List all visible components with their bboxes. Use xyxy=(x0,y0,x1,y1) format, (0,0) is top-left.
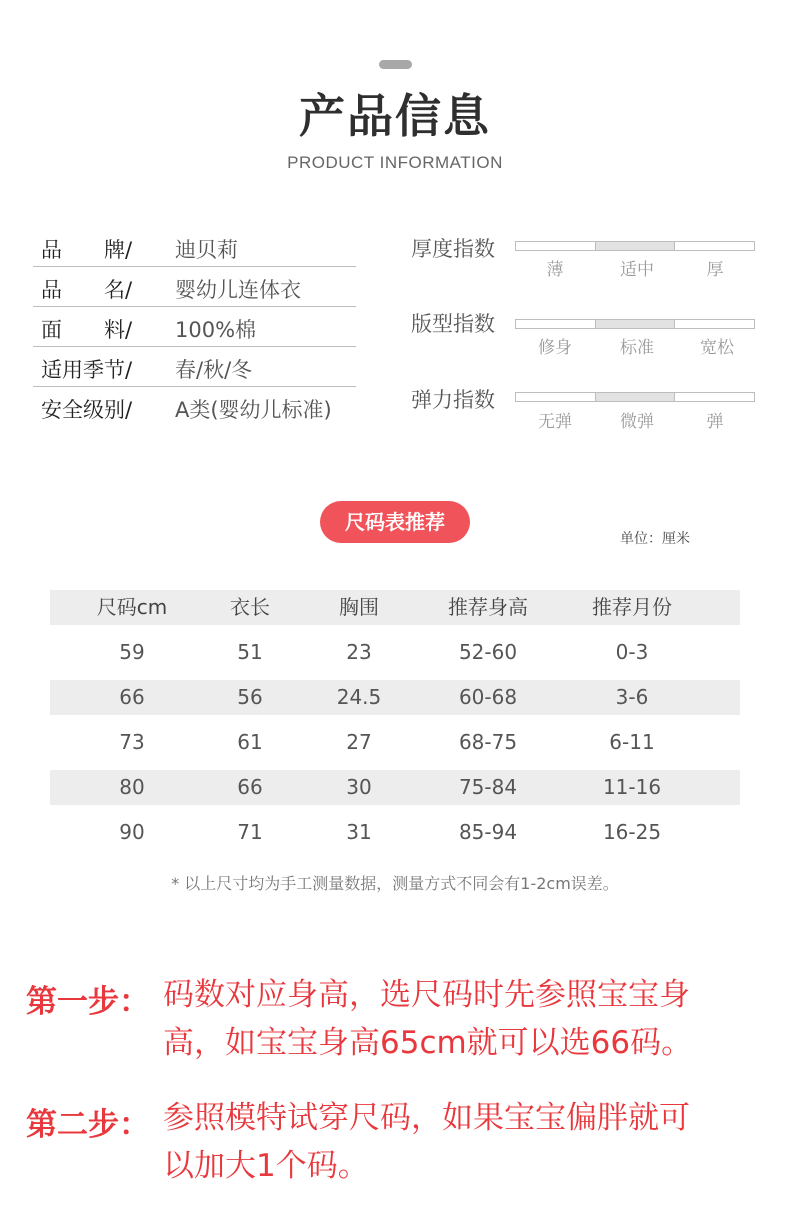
table-cell: 0-3 xyxy=(615,640,649,664)
index-tick: 无弹 xyxy=(538,412,572,432)
table-cell: 61 xyxy=(237,730,263,754)
index-tick: 厚 xyxy=(706,260,724,280)
table-cell: 59 xyxy=(119,640,145,664)
step-two-line-2: 以加大1个码。 xyxy=(163,1148,369,1184)
table-row xyxy=(50,815,740,850)
info-value: 春/秋/冬 xyxy=(175,358,253,382)
table-row xyxy=(50,680,740,715)
index-segment xyxy=(516,393,596,401)
table-cell: 23 xyxy=(346,640,372,664)
table-row xyxy=(50,635,740,670)
table-cell: 80 xyxy=(119,775,145,799)
size-chart-title: 尺码表推荐 xyxy=(320,501,470,543)
step-one-line-1: 码数对应身高，选尺码时先参照宝宝身 xyxy=(163,977,690,1013)
info-key: 品 名/ xyxy=(41,278,133,302)
info-value: 迪贝莉 xyxy=(175,238,238,262)
index-segment-selected xyxy=(596,242,676,250)
index-tick: 微弹 xyxy=(620,412,654,432)
fit-index-bar xyxy=(515,319,755,329)
step-one-label: 第一步： xyxy=(26,984,150,1020)
column-header: 尺码cm xyxy=(96,595,168,619)
table-cell: 27 xyxy=(346,730,372,754)
size-table xyxy=(50,590,740,860)
step-one-line-2: 高，如宝宝身高65cm就可以选66码。 xyxy=(163,1025,693,1061)
table-cell: 24.5 xyxy=(336,685,382,709)
info-value: 婴幼儿连体衣 xyxy=(175,278,301,302)
table-row xyxy=(50,725,740,760)
index-segment xyxy=(675,393,754,401)
index-segment xyxy=(516,242,596,250)
thickness-index-bar xyxy=(515,241,755,251)
index-tick: 弹 xyxy=(706,412,724,432)
table-cell: 90 xyxy=(119,820,145,844)
table-cell: 66 xyxy=(237,775,263,799)
info-key: 适用季节/ xyxy=(41,358,133,382)
table-cell: 52-60 xyxy=(458,640,518,664)
index-tick: 适中 xyxy=(620,260,654,280)
unit-note: 单位：厘米 xyxy=(620,531,690,547)
column-header: 推荐身高 xyxy=(448,595,528,619)
table-cell: 56 xyxy=(237,685,263,709)
table-cell: 51 xyxy=(237,640,263,664)
measurement-footnote: * 以上尺寸均为手工测量数据，测量方式不同会有1-2cm误差。 xyxy=(171,874,619,893)
info-row-brand xyxy=(33,226,356,267)
table-cell: 75-84 xyxy=(458,775,518,799)
step-two-line-1: 参照模特试穿尺码，如果宝宝偏胖就可 xyxy=(163,1100,690,1136)
index-tick: 标准 xyxy=(620,338,654,358)
info-row-name xyxy=(33,266,356,307)
table-cell: 73 xyxy=(119,730,145,754)
index-tick: 修身 xyxy=(538,338,572,358)
info-value: A类(婴幼儿标准) xyxy=(175,398,332,422)
decorative-pill xyxy=(379,60,412,69)
step-one-text xyxy=(163,971,763,1067)
info-row-fabric xyxy=(33,306,356,347)
column-header: 衣长 xyxy=(230,595,270,619)
table-cell: 66 xyxy=(119,685,145,709)
step-two-label: 第二步： xyxy=(26,1107,150,1143)
info-row-season xyxy=(33,346,356,387)
info-key: 安全级别/ xyxy=(41,398,133,422)
table-cell: 85-94 xyxy=(458,820,518,844)
table-row xyxy=(50,770,740,805)
table-cell: 6-11 xyxy=(609,730,655,754)
page-title: 产品信息 xyxy=(299,89,491,143)
thickness-index-label: 厚度指数 xyxy=(411,237,495,261)
table-cell: 11-16 xyxy=(602,775,662,799)
info-key: 品 牌/ xyxy=(41,238,133,262)
index-segment xyxy=(516,320,596,328)
index-tick: 薄 xyxy=(546,260,564,280)
column-header: 推荐月份 xyxy=(592,595,672,619)
index-segment xyxy=(675,242,754,250)
index-segment xyxy=(675,320,754,328)
index-segment-selected xyxy=(596,393,676,401)
table-cell: 16-25 xyxy=(602,820,662,844)
table-cell: 30 xyxy=(346,775,372,799)
index-tick: 宽松 xyxy=(700,338,734,358)
table-cell: 68-75 xyxy=(458,730,518,754)
elasticity-index-label: 弹力指数 xyxy=(411,388,495,412)
table-cell: 71 xyxy=(237,820,263,844)
info-value: 100%棉 xyxy=(175,318,257,342)
table-header-row xyxy=(50,590,740,625)
table-cell: 31 xyxy=(346,820,372,844)
elasticity-index-bar xyxy=(515,392,755,402)
table-cell: 3-6 xyxy=(615,685,649,709)
page-subtitle: PRODUCT INFORMATION xyxy=(287,153,503,172)
info-row-safety xyxy=(33,386,356,426)
step-two-text xyxy=(163,1094,763,1190)
index-segment-selected xyxy=(596,320,676,328)
table-cell: 60-68 xyxy=(458,685,518,709)
column-header: 胸围 xyxy=(339,595,379,619)
info-key: 面 料/ xyxy=(41,318,133,342)
fit-index-label: 版型指数 xyxy=(411,312,495,336)
